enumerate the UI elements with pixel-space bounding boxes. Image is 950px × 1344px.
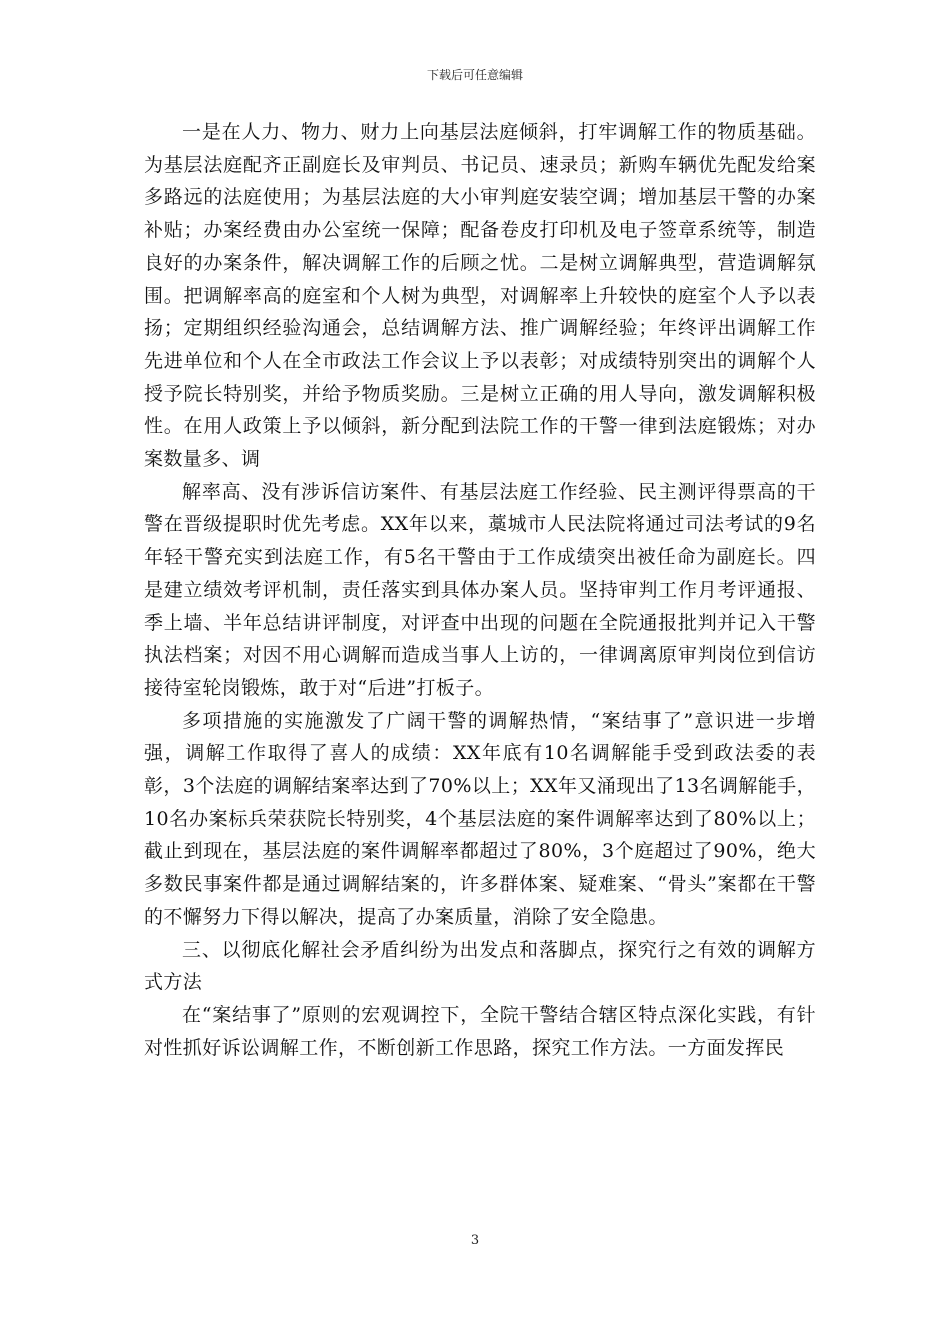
- paragraph: 在“案结事了”原则的宏观调控下，全院干警结合辖区特点深化实践，有针对性抓好诉讼调解工作，不断创新工作思路，探究工作方法。一方面发挥民: [144, 1003, 816, 1059]
- document-body: [144, 116, 816, 1064]
- paragraph: 解率高、没有涉诉信访案件、有基层法庭工作经验、民主测评得票高的干警在晋级提职时优先考虑。XX年以来，藁城市人民法院将通过司法考试的9名年轻干警充实到法庭工作，有5名干警由于工作成绩突出被任命为副庭长。四是建立绩效考评机制，责任落实到具体办案人员。坚持审判工作月考评通报、季上墙、半年总结讲评制度，对评查中出现的问题在全院通报批判并记入干警执法档案；对因不用心调解而造成当事人上访的，一律调离原审判岗位到信访接待室轮岗锻炼，敢于对“后进”打板子。: [144, 480, 816, 699]
- paragraph: 一是在人力、物力、财力上向基层法庭倾斜，打牢调解工作的物质基础。为基层法庭配齐正副庭长及审判员、书记员、速录员；新购车辆优先配发给案多路远的法庭使用；为基层法庭的大小审判庭安装空调；增加基层干警的办案补贴；办案经费由办公室统一保障；配备卷皮打印机及电子签章系统等，制造良好的办案条件，解决调解工作的后顾之忧。二是树立调解典型，营造调解氛围。把调解率高的庭室和个人树为典型，对调解率上升较快的庭室个人予以表扬；定期组织经验沟通会，总结调解方法、推广调解经验；年终评出调解工作先进单位和个人在全市政法工作会议上予以表彰；对成绩特别突出的调解个人授予院长特别奖，并给予物质奖励。三是树立正确的用人导向，激发调解积极性。在用人政策上予以倾斜，新分配到法院工作的干警一律到法庭锻炼；对办案数量多、调: [144, 121, 816, 471]
- page-header: 下载后可任意编辑: [426, 68, 523, 82]
- paragraph: 多项措施的实施激发了广阔干警的调解热情，“案结事了”意识进一步增强，调解工作取得了喜人的成绩：XX年底有10名调解能手受到政法委的表彰，3个法庭的调解结案率达到了70%以上；XX年又涌现出了13名调解能手，10名办案标兵荣获院长特别奖，4个基层法庭的案件调解率达到了80%以上；截止到现在，基层法庭的案件调解率都超过了80%，3个庭超过了90%，绝大多数民事案件都是通过调解结案的，许多群体案、疑难案、“骨头”案都在干警的不懈努力下得以解决，提高了办案质量，消除了安全隐患。: [144, 709, 816, 928]
- page-number: 3: [470, 1233, 480, 1248]
- section-heading: 三、以彻底化解社会矛盾纠纷为出发点和落脚点，探究行之有效的调解方式方法: [144, 938, 816, 994]
